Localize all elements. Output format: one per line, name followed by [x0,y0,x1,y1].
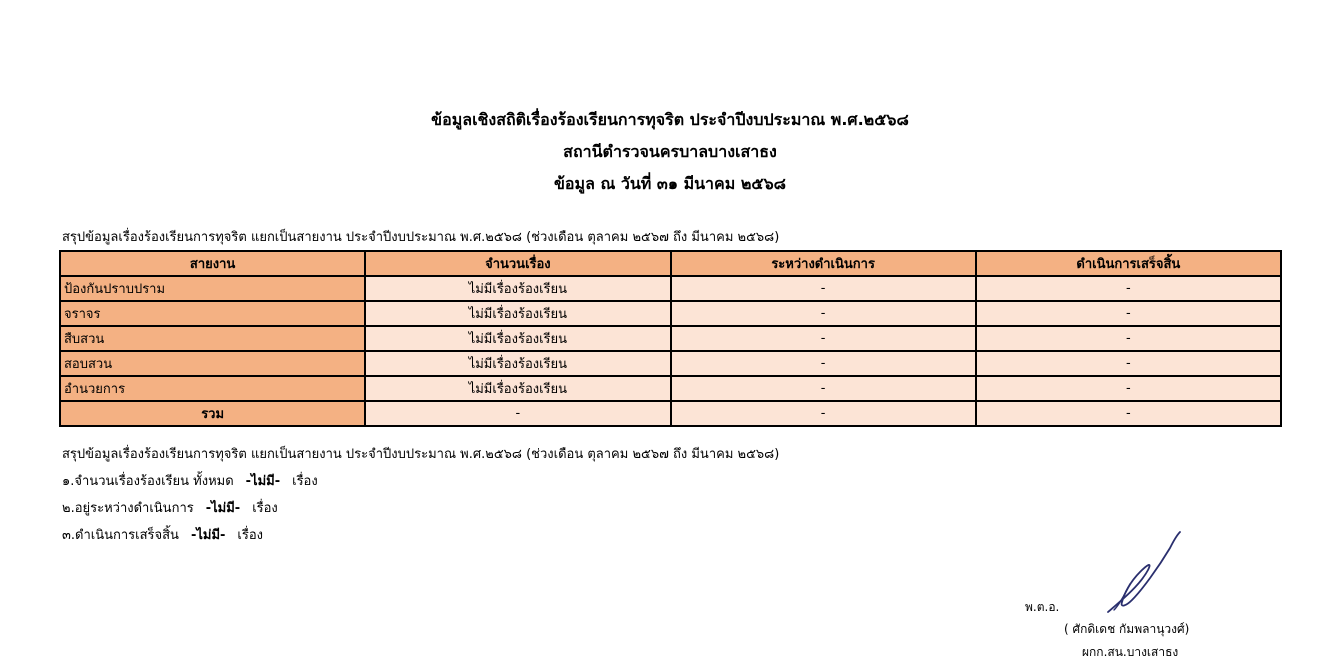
table-caption: สรุปข้อมูลเรื่องร้องเรียนการทุจริต แยกเป็นสายงาน ประจำปีงบประมาณ พ.ศ.๒๕๖๘ (ช่วงเดือน ตุลาคม ๒๕๖๗ ถึง มีนาคม ๒๕๖๘) [62,230,780,245]
signer-name: ( ศักดิเดช กัมพลานุวงศ์) [1064,622,1190,636]
unit-cell: จราจร [60,301,365,326]
column-header-unit: สายงาน [60,251,365,276]
done-cell: - [976,376,1281,401]
summary-label: ๒.อยู่ระหว่างดำเนินการ [62,501,194,516]
summary-label: ๓.ดำเนินการเสร็จสิ้น [62,528,179,543]
unit-cell: สอบสวน [60,351,365,376]
table-row [60,351,1281,376]
count-cell: ไม่มีเรื่องร้องเรียน [365,351,670,376]
total-row [60,401,1281,426]
unit-cell: อำนวยการ [60,376,365,401]
in-progress-cell: - [671,376,976,401]
total-in-progress-cell: - [671,401,976,426]
unit-cell: สืบสวน [60,326,365,351]
table-row [60,326,1281,351]
count-cell: ไม่มีเรื่องร้องเรียน [365,301,670,326]
signer-position: ผกก.สน.บางเสาธง [1082,645,1179,659]
document-header [0,104,1332,200]
summary-value: -ไม่มี- [205,501,241,516]
station-name: สถานีตำรวจนครบาลบางเสาธง [563,142,777,161]
summary-label: ๑.จำนวนเรื่องร้องเรียน ทั้งหมด [62,474,234,489]
summary-value: -ไม่มี- [190,528,226,543]
table-header-row [60,251,1281,276]
data-date: ข้อมูล ณ วันที่ ๓๑ มีนาคม ๒๕๖๘ [553,174,787,193]
summary-caption: สรุปข้อมูลเรื่องร้องเรียนการทุจริต แยกเป็นสายงาน ประจำปีงบประมาณ พ.ศ.๒๕๖๘ (ช่วงเดือน ตุลาคม ๒๕๖๗ ถึง มีนาคม ๒๕๖๘) [62,447,780,462]
count-cell: ไม่มีเรื่องร้องเรียน [365,276,670,301]
table-row [60,376,1281,401]
summary-unit: เรื่อง [292,474,318,489]
total-label-cell: รวม [60,401,365,426]
in-progress-cell: - [671,326,976,351]
table-row [60,276,1281,301]
summary-value: -ไม่มี- [245,474,281,489]
total-done-cell: - [976,401,1281,426]
count-cell: ไม่มีเรื่องร้องเรียน [365,376,670,401]
done-cell: - [976,326,1281,351]
summary-item [62,473,318,491]
done-cell: - [976,276,1281,301]
summary-item [62,500,278,518]
column-header-in-progress: ระหว่างดำเนินการ [671,251,976,276]
total-count-cell: - [365,401,670,426]
unit-cell: ป้องกันปราบปราม [60,276,365,301]
document-title: ข้อมูลเชิงสถิติเรื่องร้องเรียนการทุจริต ประจำปีงบประมาณ พ.ศ.๒๕๖๘ [431,110,909,129]
complaint-statistics-table [59,250,1282,427]
signer-rank: พ.ต.อ. [1025,600,1060,614]
summary-unit: เรื่อง [252,501,278,516]
in-progress-cell: - [671,276,976,301]
summary-unit: เรื่อง [237,528,263,543]
count-cell: ไม่มีเรื่องร้องเรียน [365,326,670,351]
handwritten-signature [1100,530,1190,618]
done-cell: - [976,351,1281,376]
in-progress-cell: - [671,301,976,326]
summary-item [62,527,263,545]
done-cell: - [976,301,1281,326]
column-header-done: ดำเนินการเสร็จสิ้น [976,251,1281,276]
column-header-count: จำนวนเรื่อง [365,251,670,276]
table-row [60,301,1281,326]
in-progress-cell: - [671,351,976,376]
